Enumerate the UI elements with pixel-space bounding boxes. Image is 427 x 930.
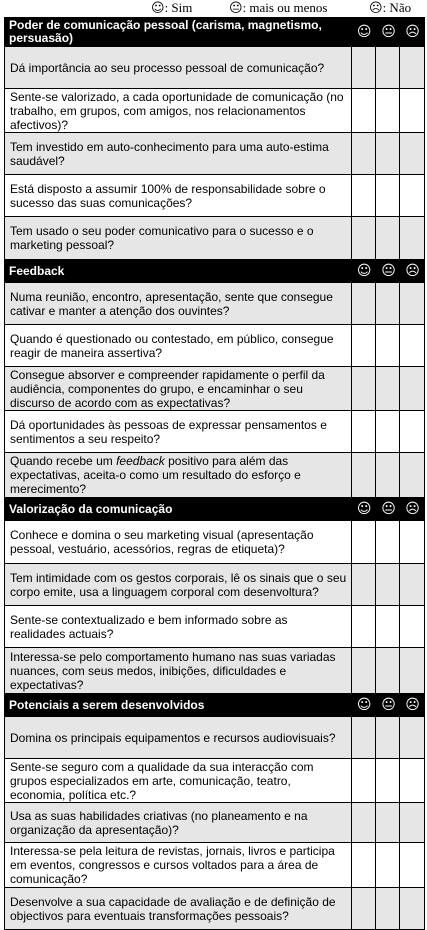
answer-nao-box[interactable] bbox=[400, 133, 424, 174]
answer-mais-ou-menos-box[interactable] bbox=[376, 521, 400, 563]
section-header bbox=[5, 18, 424, 47]
answer-nao-box[interactable] bbox=[400, 759, 424, 802]
answer-sim-box[interactable] bbox=[352, 175, 376, 216]
question-row bbox=[5, 175, 424, 217]
answer-sim-box[interactable] bbox=[352, 47, 376, 88]
smile-icon: ☺ bbox=[356, 501, 372, 517]
question-text: Numa reunião, encontro, apresentação, sente que consegue cativar e manter a atenção dos ouvintes? bbox=[5, 283, 352, 324]
answer-nao-box[interactable] bbox=[400, 803, 424, 842]
answer-nao-box[interactable] bbox=[400, 283, 424, 324]
legend-mais-ou-menos bbox=[229, 0, 327, 16]
answer-mais-ou-menos-box[interactable] bbox=[376, 367, 400, 410]
answer-nao-box[interactable] bbox=[400, 47, 424, 88]
frown-icon: ☹ bbox=[400, 498, 424, 520]
answer-nao-box[interactable] bbox=[400, 411, 424, 452]
neutral-face-icon: 😐 bbox=[229, 1, 243, 16]
frown-icon: ☹ bbox=[369, 1, 383, 16]
answer-mais-ou-menos-box[interactable] bbox=[376, 175, 400, 216]
smile-icon: ☺ bbox=[151, 1, 165, 16]
answer-nao-box[interactable] bbox=[400, 888, 424, 929]
answer-mais-ou-menos-box[interactable] bbox=[376, 803, 400, 842]
questionnaire-table bbox=[4, 17, 425, 930]
section-title: Potenciais a serem desenvolvidos bbox=[5, 694, 352, 716]
question-row bbox=[5, 411, 424, 453]
answer-mais-ou-menos-box[interactable] bbox=[376, 283, 400, 324]
answer-nao-box[interactable] bbox=[400, 521, 424, 563]
answer-sim-box[interactable] bbox=[352, 453, 376, 497]
question-row bbox=[5, 89, 424, 133]
answer-nao-box[interactable] bbox=[400, 648, 424, 693]
section-header bbox=[5, 260, 424, 283]
question-row bbox=[5, 283, 424, 325]
answer-mais-ou-menos-box[interactable] bbox=[376, 564, 400, 605]
answer-sim-box[interactable] bbox=[352, 564, 376, 605]
neutral-face-icon: 😐 bbox=[376, 18, 400, 46]
question-row bbox=[5, 453, 424, 498]
question-text: Quando recebe um feedback positivo para além das expectativas, aceita-o como um resultado do esforço e merecimento? bbox=[5, 453, 352, 497]
answer-nao-box[interactable] bbox=[400, 325, 424, 366]
answer-nao-box[interactable] bbox=[400, 606, 424, 647]
answer-mais-ou-menos-box[interactable] bbox=[376, 717, 400, 758]
section-title: Feedback bbox=[5, 260, 352, 282]
answer-sim-box[interactable] bbox=[352, 606, 376, 647]
frown-icon: ☹ bbox=[400, 694, 424, 716]
question-row bbox=[5, 888, 424, 929]
answer-sim-box[interactable] bbox=[352, 521, 376, 563]
answer-sim-box[interactable] bbox=[352, 325, 376, 366]
frown-icon: ☹ bbox=[400, 260, 424, 282]
answer-nao-box[interactable] bbox=[400, 453, 424, 497]
question-row bbox=[5, 217, 424, 260]
question-text: Sente-se contextualizado e bem informado sobre as realidades actuais? bbox=[5, 606, 352, 647]
answer-mais-ou-menos-box[interactable] bbox=[376, 133, 400, 174]
answer-nao-box[interactable] bbox=[400, 367, 424, 410]
question-row bbox=[5, 803, 424, 843]
answer-sim-box[interactable] bbox=[352, 843, 376, 887]
answer-sim-box[interactable] bbox=[352, 367, 376, 410]
question-text: Tem usado o seu poder comunicativo para o sucesso e o marketing pessoal? bbox=[5, 217, 352, 259]
question-row bbox=[5, 521, 424, 564]
smile-icon: ☺ bbox=[356, 24, 372, 40]
question-row bbox=[5, 648, 424, 694]
answer-mais-ou-menos-box[interactable] bbox=[376, 217, 400, 259]
question-text: Desenvolve a sua capacidade de avaliação e de definição de objectivos para eventuais transformações pessoais? bbox=[5, 888, 352, 929]
legend-mais-ou-menos-label: : mais ou menos bbox=[242, 0, 328, 15]
answer-mais-ou-menos-box[interactable] bbox=[376, 606, 400, 647]
question-row bbox=[5, 564, 424, 606]
section-header bbox=[5, 694, 424, 717]
legend-sim-label: : Sim bbox=[164, 0, 193, 15]
answer-nao-box[interactable] bbox=[400, 175, 424, 216]
answer-sim-box[interactable] bbox=[352, 888, 376, 929]
answer-mais-ou-menos-box[interactable] bbox=[376, 89, 400, 132]
question-text: Dá oportunidades às pessoas de expressar pensamentos e sentimentos a seu respeito? bbox=[5, 411, 352, 452]
question-row bbox=[5, 759, 424, 803]
answer-mais-ou-menos-box[interactable] bbox=[376, 411, 400, 452]
question-text: Interessa-se pela leitura de revistas, jornais, livros e participa em eventos, congressos e cursos voltados para a área de comunicação? bbox=[5, 843, 352, 887]
question-row bbox=[5, 47, 424, 89]
answer-sim-box[interactable] bbox=[352, 803, 376, 842]
answer-sim-box[interactable] bbox=[352, 411, 376, 452]
feedback-term: feedback bbox=[116, 454, 165, 468]
smile-icon: ☺ bbox=[356, 263, 372, 279]
answer-sim-box[interactable] bbox=[352, 283, 376, 324]
answer-sim-box[interactable] bbox=[352, 717, 376, 758]
question-row bbox=[5, 843, 424, 888]
answer-sim-box[interactable] bbox=[352, 759, 376, 802]
question-text: Tem investido em auto-conhecimento para uma auto-estima saudável? bbox=[5, 133, 352, 174]
answer-mais-ou-menos-box[interactable] bbox=[376, 648, 400, 693]
legend-sim bbox=[151, 0, 192, 16]
answer-sim-box[interactable] bbox=[352, 89, 376, 132]
legend-nao bbox=[369, 0, 411, 16]
answer-nao-box[interactable] bbox=[400, 843, 424, 887]
answer-mais-ou-menos-box[interactable] bbox=[376, 453, 400, 497]
answer-sim-box[interactable] bbox=[352, 648, 376, 693]
answer-nao-box[interactable] bbox=[400, 89, 424, 132]
question-text: Tem intimidade com os gestos corporais, lê os sinais que o seu corpo emite, usa a linguagem corporal com desenvoltura? bbox=[5, 564, 352, 605]
question-text: Interessa-se pelo comportamento humano nas suas variadas nuances, com seus medos, inibições, dificuldades e expectativas? bbox=[5, 648, 352, 693]
question-text: Domina os principais equipamentos e recursos audiovisuais? bbox=[5, 717, 352, 758]
question-text: Conhece e domina o seu marketing visual (apresentação pessoal, vestuário, acessórios, regras de etiqueta)? bbox=[5, 521, 352, 563]
question-row bbox=[5, 367, 424, 411]
question-row bbox=[5, 325, 424, 367]
question-text: Quando é questionado ou contestado, em público, consegue reagir de maneira assertiva? bbox=[5, 325, 352, 366]
question-row bbox=[5, 606, 424, 648]
question-text: Sente-se seguro com a qualidade da sua interacção com grupos especializados em arte, comunicação, teatro, economia, política etc.? bbox=[5, 759, 352, 802]
question-text: Está disposto a assumir 100% de responsabilidade sobre o sucesso das suas comunicações? bbox=[5, 175, 352, 216]
answer-sim-box[interactable] bbox=[352, 217, 376, 259]
answer-mais-ou-menos-box[interactable] bbox=[376, 888, 400, 929]
question-text: Usa as suas habilidades criativas (no planeamento e na organização da apresentação)? bbox=[5, 803, 352, 842]
neutral-face-icon: 😐 bbox=[376, 694, 400, 716]
question-row bbox=[5, 133, 424, 175]
answer-mais-ou-menos-box[interactable] bbox=[376, 47, 400, 88]
answer-mais-ou-menos-box[interactable] bbox=[376, 325, 400, 366]
legend-nao-label: : Não bbox=[382, 0, 412, 15]
answer-nao-box[interactable] bbox=[400, 217, 424, 259]
answer-sim-box[interactable] bbox=[352, 133, 376, 174]
question-row bbox=[5, 717, 424, 759]
section-title: Valorização da comunicação bbox=[5, 498, 352, 520]
section-header bbox=[5, 498, 424, 521]
neutral-face-icon: 😐 bbox=[376, 260, 400, 282]
smile-icon: ☺ bbox=[356, 697, 372, 713]
answer-nao-box[interactable] bbox=[400, 717, 424, 758]
question-text: Consegue absorver e compreender rapidamente o perfil da audiência, componentes do grupo, e encaminhar o seu discurso de acordo com as expectativas? bbox=[5, 367, 352, 410]
answer-mais-ou-menos-box[interactable] bbox=[376, 843, 400, 887]
answer-nao-box[interactable] bbox=[400, 564, 424, 605]
section-title: Poder de comunicação pessoal (carisma, magnetismo, persuasão) bbox=[5, 18, 352, 46]
question-text: Sente-se valorizado, a cada oportunidade de comunicação (no trabalho, em grupos, com amigos, nos relacionamentos afectivos)? bbox=[5, 89, 352, 132]
neutral-face-icon: 😐 bbox=[376, 498, 400, 520]
question-text: Dá importância ao seu processo pessoal de comunicação? bbox=[5, 47, 352, 88]
answer-mais-ou-menos-box[interactable] bbox=[376, 759, 400, 802]
legend bbox=[0, 0, 427, 17]
frown-icon: ☹ bbox=[400, 18, 424, 46]
